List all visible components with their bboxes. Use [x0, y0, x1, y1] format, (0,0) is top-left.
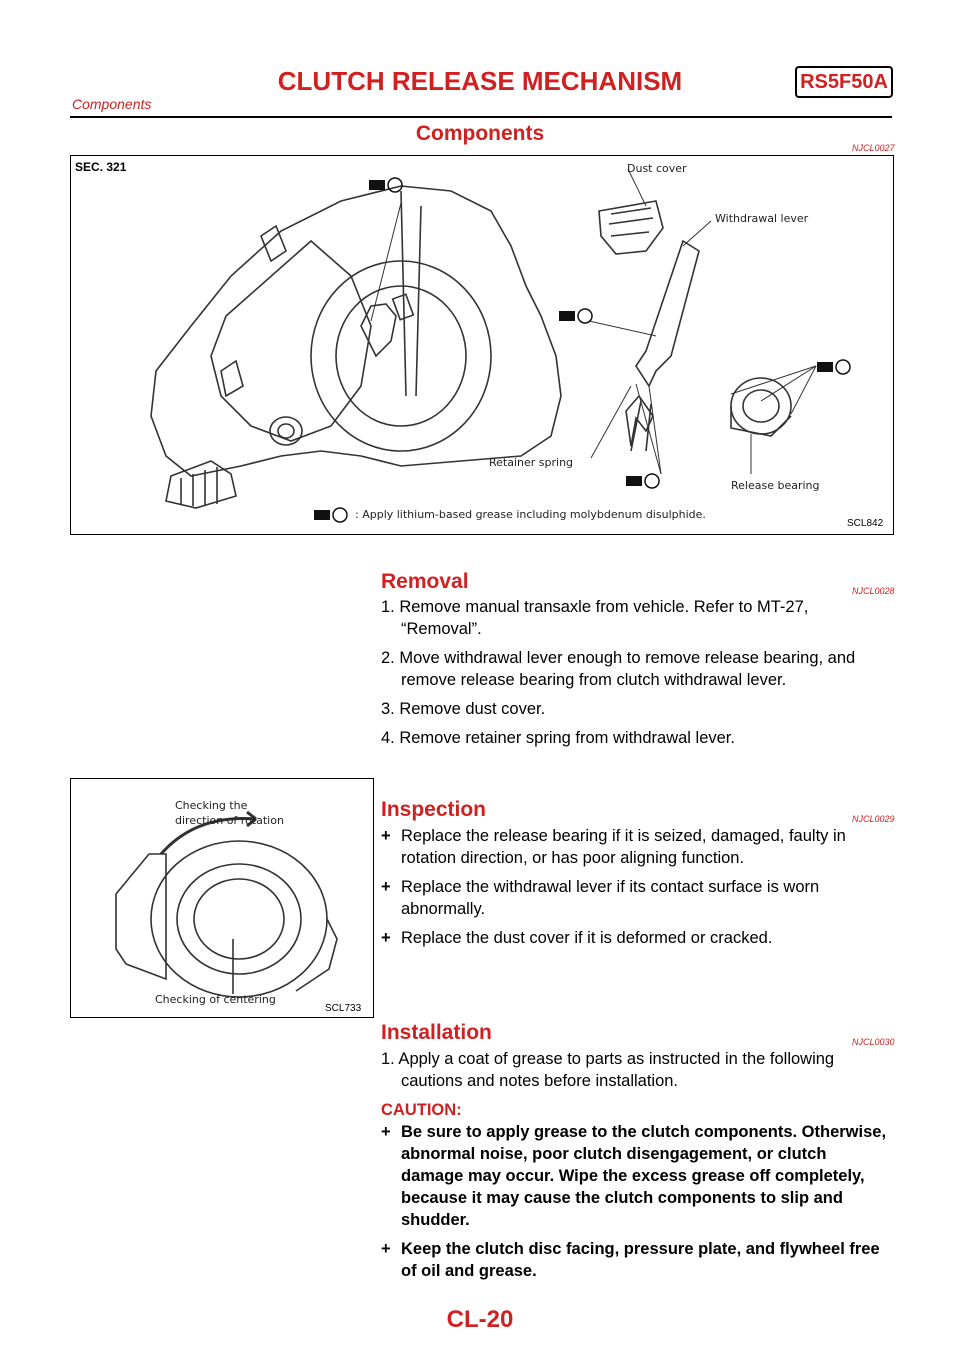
- figure-section-number: SEC. 321: [75, 160, 127, 174]
- installation-title: Installation: [381, 1021, 492, 1044]
- model-code-badge: RS5F50A: [795, 66, 893, 98]
- inspection-figure: [70, 778, 374, 1018]
- figure-code: SCL842: [847, 518, 884, 529]
- removal-step: 4. Remove retainer spring from withdrawal lever.: [381, 729, 735, 747]
- components-title: Components: [415, 122, 545, 145]
- removal-code: NJCL0028: [852, 586, 895, 596]
- release-bearing-drawing: [731, 378, 791, 436]
- inspection-item: + Replace the release bearing if it is seized, damaged, faulty in rotation direction, or has poor aligning function.: [381, 825, 893, 869]
- inspection-item: + Replace the dust cover if it is deformed or cracked.: [381, 927, 893, 949]
- label-retainer-spring: Retainer spring: [489, 456, 574, 469]
- page-number: CL-20: [446, 1306, 514, 1333]
- components-code: NJCL0027: [852, 143, 895, 153]
- label-withdrawal-lever: Withdrawal lever: [715, 212, 809, 225]
- dust-cover-drawing: [599, 201, 663, 254]
- label-centering: Checking of centering: [155, 993, 276, 1006]
- caution-item: + Be sure to apply grease to the clutch components. Otherwise, abnormal noise, poor clutch disengagement, or clutch damage may occur. Wipe the excess grease off completely, because it may cause the clutch components to slip and shudder.: [381, 1121, 893, 1231]
- label-release-bearing: Release bearing: [731, 479, 820, 492]
- caution-item: + Keep the clutch disc facing, pressure plate, and flywheel free of oil and grease.: [381, 1238, 893, 1282]
- removal-steps: [381, 596, 893, 756]
- header-rule: [70, 116, 892, 118]
- inspection-code: NJCL0029: [852, 814, 895, 824]
- installation-body: [381, 1048, 893, 1289]
- inspection-title: Inspection: [381, 798, 487, 821]
- components-figure: [70, 155, 894, 535]
- withdrawal-lever-drawing: [626, 241, 699, 451]
- installation-step: 1. Apply a coat of grease to parts as instructed in the following cautions and notes before installation.: [381, 1050, 835, 1090]
- installation-code: NJCL0030: [852, 1037, 895, 1047]
- inspection-list: [381, 825, 893, 956]
- page-header-title: CLUTCH RELEASE MECHANISM: [277, 66, 683, 96]
- inspection-figure-code: SCL733: [325, 1003, 362, 1014]
- label-rotation-2: direction of rotation: [175, 814, 284, 827]
- caution-label: CAUTION:: [381, 1101, 462, 1119]
- removal-title: Removal: [381, 570, 469, 593]
- label-dust-cover: Dust cover: [627, 162, 687, 175]
- label-rotation-1: Checking the: [175, 799, 248, 812]
- inspection-item: + Replace the withdrawal lever if its contact surface is worn abnormally.: [381, 876, 893, 920]
- removal-step: 1. Remove manual transaxle from vehicle. Refer to MT-27, “Removal”.: [381, 598, 809, 638]
- removal-step: 2. Move withdrawal lever enough to remove release bearing, and remove release bearing from clutch withdrawal lever.: [381, 649, 856, 689]
- label-grease-legend: : Apply lithium-based grease including molybdenum disulphide.: [355, 508, 706, 521]
- removal-step: 3. Remove dust cover.: [381, 700, 546, 718]
- page-header-subtitle: Components: [72, 96, 152, 112]
